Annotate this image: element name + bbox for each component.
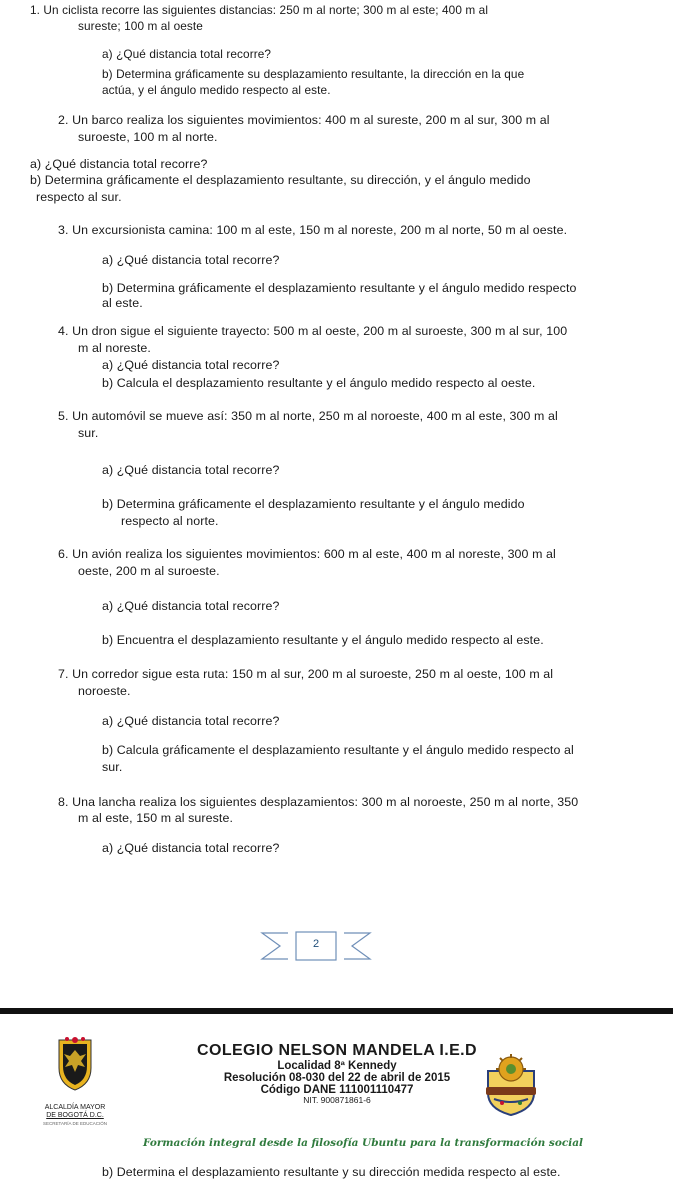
exercise-1-statement: 1. Un ciclista recorre las siguientes distancias: 250 m al norte; 300 m al este; 400 m al (30, 3, 489, 17)
school-crest (482, 1053, 540, 1122)
school-crest-icon (482, 1053, 540, 1117)
school-name: COLEGIO NELSON MANDELA I.E.D (197, 1042, 477, 1059)
alcaldia-line-2: DE BOGOTÁ D.C. (46, 1112, 104, 1119)
exercise-5-question-a: a) ¿Qué distancia total recorre? (102, 463, 280, 477)
exercise-2-question-b-cont: respecto al sur. (36, 190, 122, 204)
page-divider (0, 1008, 673, 1014)
exercise-4-statement-cont: m al noreste. (78, 341, 151, 355)
exercise-7-question-b: b) Calcula gráficamente el desplazamiento resultante y el ángulo medido respecto al (102, 743, 574, 757)
school-locality: Localidad 8ª Kennedy (277, 1060, 397, 1072)
cut-off-next-line (80, 1194, 560, 1199)
exercise-2-statement: 2. Un barco realiza los siguientes movimientos: 400 m al sureste, 200 m al sur, 300 m al (58, 113, 550, 127)
page-number: 2 (312, 938, 320, 950)
bogota-coat-of-arms-icon (55, 1034, 95, 1092)
school-dane-code: Código DANE 111001110477 (260, 1084, 414, 1096)
exercise-8-question-b: b) Determina el desplazamiento resultante y su dirección medida respecto al este. (102, 1165, 561, 1179)
school-info (150, 1042, 524, 1105)
exercise-3-statement: 3. Un excursionista camina: 100 m al este, 150 m al noreste, 200 m al norte, 50 m al oeste. (58, 223, 568, 237)
alcaldia-line-3: SECRETARÍA DE EDUCACIÓN (43, 1121, 107, 1126)
exercise-1-question-b: b) Determina gráficamente su desplazamiento resultante, la dirección en la que (102, 67, 525, 81)
page-number-ornament (256, 929, 376, 963)
school-motto: Formación integral desde la filosofía Ubuntu para la transformación social (143, 1137, 583, 1149)
exercise-5-statement-cont: sur. (78, 426, 99, 440)
exercise-1-statement-cont: sureste; 100 m al oeste (78, 19, 203, 33)
exercise-6-statement-cont: oeste, 200 m al suroeste. (78, 564, 220, 578)
alcaldia-line-1: ALCALDÍA MAYOR (44, 1104, 106, 1111)
exercise-4-statement: 4. Un dron sigue el siguiente trayecto: 500 m al oeste, 200 m al suroeste, 300 m al sur, 100 (58, 324, 568, 338)
exercise-3-question-a: a) ¿Qué distancia total recorre? (102, 253, 280, 267)
exercise-3-question-b: b) Determina gráficamente el desplazamiento resultante y el ángulo medido respecto (102, 281, 577, 295)
exercise-6-question-b: b) Encuentra el desplazamiento resultante y el ángulo medido respecto al este. (102, 633, 544, 647)
exercise-1-question-b-cont: actúa, y el ángulo medido respecto al este. (102, 83, 331, 97)
exercise-7-statement-cont: noroeste. (78, 684, 131, 698)
exercise-5-question-b: b) Determina gráficamente el desplazamiento resultante y el ángulo medido (102, 497, 525, 511)
school-resolution: Resolución 08-030 del 22 de abril de 2015 (223, 1072, 451, 1084)
exercise-4-question-a: a) ¿Qué distancia total recorre? (102, 358, 280, 372)
exercise-7-statement: 7. Un corredor sigue esta ruta: 150 m al sur, 200 m al suroeste, 250 m al oeste, 100 m al (58, 667, 554, 681)
exercise-3-question-b-cont: al este. (102, 296, 143, 310)
exercise-1-question-a: a) ¿Qué distancia total recorre? (102, 47, 272, 61)
exercise-7-question-b-cont: sur. (102, 760, 123, 774)
exercise-2-question-b: b) Determina gráficamente el desplazamiento resultante, su dirección, y el ángulo medido (30, 173, 531, 187)
exercise-8-statement-cont: m al este, 150 m al sureste. (78, 811, 233, 825)
exercise-4-question-b: b) Calcula el desplazamiento resultante y el ángulo medido respecto al oeste. (102, 376, 536, 390)
exercise-6-question-a: a) ¿Qué distancia total recorre? (102, 599, 280, 613)
exercise-8-statement: 8. Una lancha realiza los siguientes desplazamientos: 300 m al noroeste, 250 m al norte, 350 (58, 795, 579, 809)
exercise-2-statement-cont: suroeste, 100 m al norte. (78, 130, 218, 144)
exercise-7-question-a: a) ¿Qué distancia total recorre? (102, 714, 280, 728)
exercise-5-question-b-cont: respecto al norte. (121, 514, 219, 528)
exercise-6-statement: 6. Un avión realiza los siguientes movimientos: 600 m al este, 400 m al noreste, 300 m al (58, 547, 556, 561)
exercise-5-statement: 5. Un automóvil se mueve así: 350 m al norte, 250 m al noroeste, 400 m al este, 300 m al (58, 409, 558, 423)
exercise-2-question-a: a) ¿Qué distancia total recorre? (30, 157, 208, 171)
exercise-8-question-a: a) ¿Qué distancia total recorre? (102, 841, 280, 855)
school-nit: NIT. 900871861-6 (303, 1095, 371, 1105)
